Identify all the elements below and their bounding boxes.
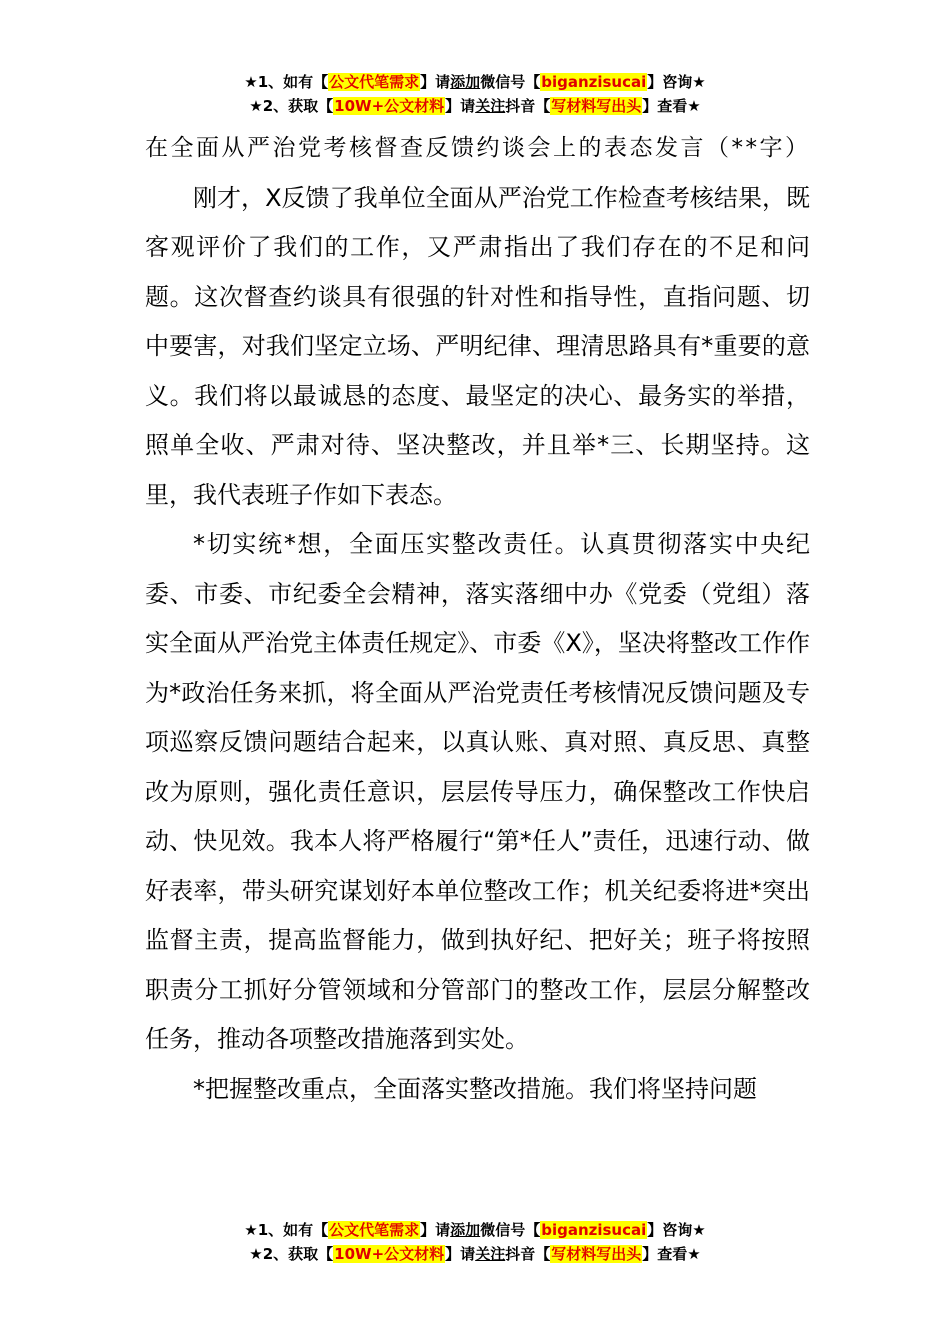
promo-text: 抖音【 [505,1245,551,1263]
promo-text: 1、如有【 [257,1221,329,1239]
promo-line-2 [0,94,950,118]
star-icon: ★ [692,73,706,91]
promo-text: 】查看 [642,1245,688,1263]
promo-highlight-wechat-id: biganzisucai [541,1221,647,1239]
promo-underlined-text: 关注 [475,97,506,115]
promo-highlight-douyin-account: 写材料写出头 [551,97,642,115]
promo-text: 】请 [445,1245,476,1263]
star-icon: ★ [692,1221,706,1239]
promo-text: 2、获取【 [262,1245,334,1263]
promo-text: 微信号【 [480,73,541,91]
star-icon: ★ [249,1245,263,1263]
promo-line-1 [0,1218,950,1242]
promo-text: 】请 [420,73,451,91]
promo-text: 微信号【 [480,1221,541,1239]
document-body [145,124,810,1114]
promo-text: 抖音【 [505,97,551,115]
star-icon: ★ [687,97,701,115]
promo-text: 】请 [420,1221,451,1239]
promo-highlight-douyin-account: 写材料写出头 [551,1245,642,1263]
promo-highlight-materials: 10W+公文材料 [334,97,445,115]
star-icon: ★ [244,1221,258,1239]
promo-underlined-text: 关注 [475,1245,506,1263]
promo-line-2 [0,1242,950,1266]
paragraph-1: 刚才，X反馈了我单位全面从严治党工作检查考核结果，既客观评价了我们的工作，又严肃指出了我们存在的不足和问题。这次督查约谈具有很强的针对性和指导性，直指问题、切中要害，对我们坚定立场、严明纪律、理清思路具有*重要的意义。我们将以最诚恳的态度、最坚定的决心、最务实的举措，照单全收、严肃对待、坚决整改，并且举*三、长期坚持。这里，我代表班子作如下表态。 [145,183,810,509]
promo-highlight-wechat-id: biganzisucai [541,73,647,91]
promo-highlight-materials: 10W+公文材料 [334,1245,445,1263]
promo-line-1 [0,70,950,94]
star-icon: ★ [244,73,258,91]
star-icon: ★ [249,97,263,115]
promo-text: 】请 [445,97,476,115]
top-promo-banner [0,70,950,118]
promo-text: 】查看 [642,97,688,115]
promo-underlined-text: 添加 [450,73,481,91]
promo-text: 2、获取【 [262,97,334,115]
promo-highlight-service: 公文代笔需求 [329,73,420,91]
promo-text: 1、如有【 [257,73,329,91]
paragraph-2: *切实统*想，全面压实整改责任。认真贯彻落实中央纪委、市委、市纪委全会精神，落实落细中办《党委（党组）落实全面从严治党主体责任规定》、市委《X》，坚决将整改工作作为*政治任务来抓，将全面从严治党责任考核情况反馈问题及专项巡察反馈问题结合起来，以真认账、真对照、真反思、真整改为原则，强化责任意识，层层传导压力，确保整改工作快启动、快见效。我本人将严格履行“第*任人”责任，迅速行动、做好表率，带头研究谋划好本单位整改工作；机关纪委将进*突出监督主责，提高监督能力，做到执好纪、把好关；班子将按照职责分工抓好分管领域和分管部门的整改工作，层层分解整改任务，推动各项整改措施落到实处。 [145,530,810,1053]
document-title: 在全面从严治党考核督查反馈约谈会上的表态发言（**字） [145,135,811,161]
promo-highlight-service: 公文代笔需求 [329,1221,420,1239]
promo-underlined-text: 添加 [450,1221,481,1239]
bottom-promo-banner [0,1218,950,1266]
promo-text: 】咨询 [647,1221,693,1239]
paragraph-3: *把握整改重点，全面落实整改措施。我们将坚持问题 [193,1074,757,1103]
star-icon: ★ [687,1245,701,1263]
promo-text: 】咨询 [647,73,693,91]
